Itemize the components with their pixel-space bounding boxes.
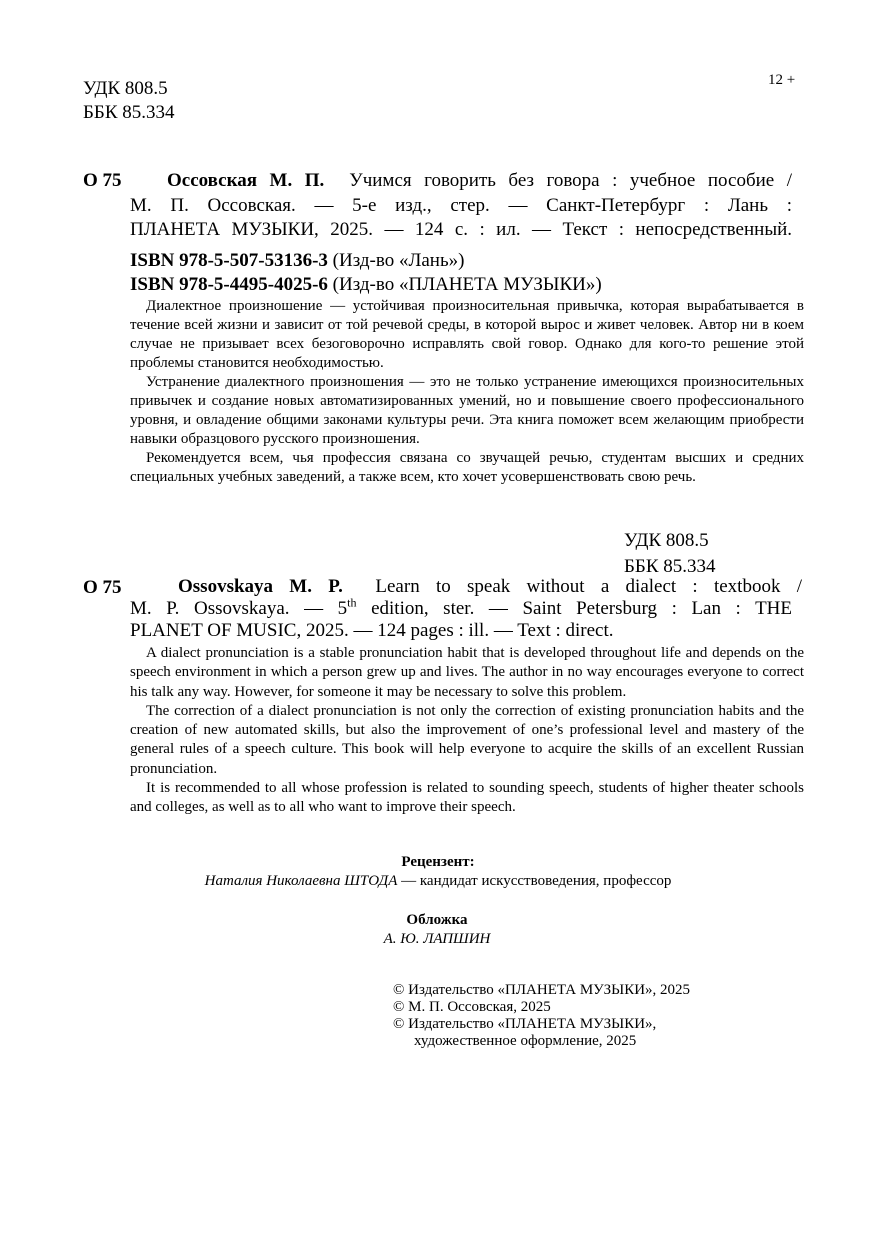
isbn-1-publisher: (Изд-во «Лань») [332,250,465,271]
annotation-ru-p1: Диалектное произношение — устойчивая произносительная привычка, которая вырабатывается в течение всей жизни и зависит от той речевой среды, в которой вырос и живет человек. Автор ни в коем случае не призывает всех безоговорочно исправлять свой говор. Однако для кого-то решение этой проблемы становится необходимостью. [130,298,804,371]
reviewer-line [100,872,776,891]
udk-code: УДК 808.5 [83,78,168,99]
author-name-ru: Оссовская М. П. [167,170,325,191]
copyright-line: © Издательство «ПЛАНЕТА МУЗЫКИ», [393,1016,657,1032]
reviewer-block [100,853,776,891]
udk-code-en: УДК 808.5 [624,530,709,551]
annotation-en [130,644,804,818]
catalog-line-3-en: PLANET OF MUSIC, 2025. — 124 pages : ill. — Text : direct. [130,620,614,641]
catalog-line-2-en [130,595,792,621]
annotation-en-p2: The correction of a dialect pronunciation is not only the correction of existing pronunciation habits and the creation of new automated skills, but also the improvement of one’s professional level and mastery of the general rules of a speech culture. This book will help everyone to acquire the skills of an excellent Russian pronunciation. [130,702,804,777]
author-sign-ru: О 75 [83,170,122,191]
copyright-line: художественное оформление, 2025 [414,1033,637,1049]
isbn-2-publisher: (Изд-во «ПЛАНЕТА МУЗЫКИ») [332,274,602,295]
cover-artist: А. Ю. ЛАПШИН [383,931,491,947]
reviewer-name: Наталия Николаевна ШТОДА [204,873,398,889]
title-ru: Учимся говорить без говора : учебное пособие / [349,170,792,191]
catalog-line-1-ru [167,169,792,193]
catalog-line-2-en-b: edition, ster. — Saint Petersburg : Lan : THE [371,598,792,619]
reviewer-role: — кандидат искусствоведения, профессор [401,873,672,889]
catalog-line-3-ru: ПЛАНЕТА МУЗЫКИ, 2025. — 124 с. : ил. — Текст : непосредственный. [130,219,792,240]
udk-bbk-mid [624,528,716,580]
cover-block [337,911,537,949]
annotation-ru [130,297,804,487]
copyright-line: © М. П. Оссовская, 2025 [393,999,551,1015]
title-en: Learn to speak without a dialect : textbook / [375,576,803,597]
isbn-2: ISBN 978-5-4495-4025-6 [130,274,328,295]
catalog-line-2-ru: М. П. Оссовская. — 5-е изд., стер. — Санкт-Петербург : Лань : [130,195,792,216]
author-name-en: Ossovskaya M. P. [178,576,343,597]
catalog-line-2-en-a: M. P. Ossovskaya. — 5 [130,598,348,619]
edition-ordinal: th [347,595,357,610]
copyright-line: © Издательство «ПЛАНЕТА МУЗЫКИ», 2025 [393,982,691,998]
reviewer-heading: Рецензент: [401,854,475,870]
annotation-ru-p3: Рекомендуется всем, чья профессия связана со звучащей речью, студентам высших и средних специальных учебных заведений, а также всем, кто хочет усовершенствовать свою речь. [130,450,804,485]
catalog-line-1-en [178,576,802,599]
copyright-block [393,982,690,1050]
annotation-ru-p2: Устранение диалектного произношения — это не только устранение имеющихся произносительных привычек и создание новых автоматизированных умений, но и повышение своего профессионального уровня, и овладение общими законами культуры речи. Эта книга поможет всем желающим приобрести навыки образцового русского произношения. [130,374,804,447]
isbn-line-2 [130,273,602,297]
cover-heading: Обложка [406,912,468,928]
bbk-code-en: ББК 85.334 [624,556,716,577]
udk-bbk-header [83,77,175,125]
annotation-en-p1: A dialect pronunciation is a stable pronunciation habit that is developed throughout life and depends on the speech environment in which a person grew up and lives. The author in no way encourages everyone to correct his talk any way. However, for someone it may be necessary to solve this problem. [130,645,804,700]
isbn-1: ISBN 978-5-507-53136-3 [130,250,328,271]
annotation-en-p3: It is recommended to all whose profession is related to sounding speech, students of higher theater schools and colleges, as well as to all who want to improve their speech. [130,780,804,816]
age-rating: 12 + [768,72,796,88]
author-sign-en: О 75 [83,577,122,598]
isbn-line-1 [130,249,464,273]
bbk-code: ББК 85.334 [83,102,175,123]
